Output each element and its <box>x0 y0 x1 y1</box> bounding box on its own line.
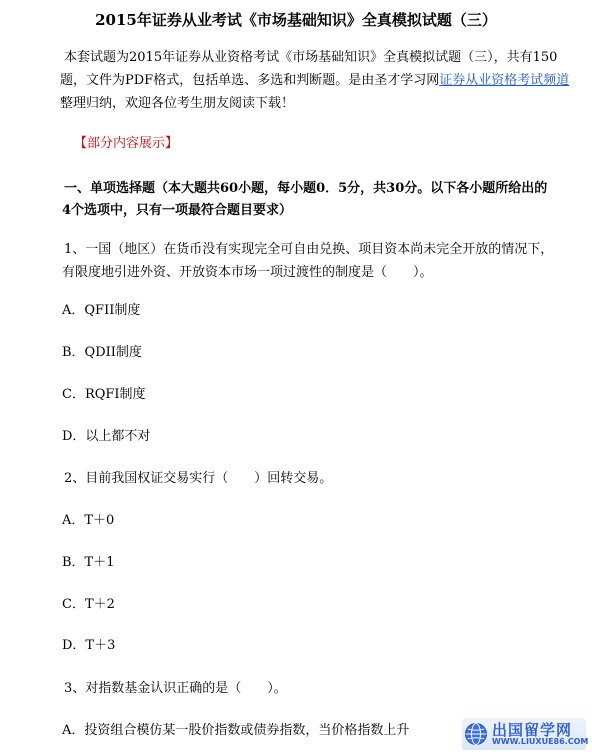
intro-line-1: 本套试题为2015年证券从业资格考试《市场基础知识》全真模拟试题（三），共有150 <box>64 50 558 65</box>
question-1-stem-line-2: 有限度地引进外资、开放资本市场一项过渡性的制度是（ ）。 <box>62 265 433 280</box>
globe-logo-icon <box>464 722 488 746</box>
site-watermark <box>462 718 589 750</box>
question-2-option-d: D．T＋3 <box>62 638 116 653</box>
question-1-stem-line-1: 1、一国（地区）在货币没有实现完全可自由兑换、项目资本尚未完全开放的情况下， <box>64 242 554 257</box>
intro-line-2 <box>60 69 582 92</box>
exam-channel-link[interactable]: 证券从业资格考试频道 <box>439 73 570 88</box>
question-1-option-d: D．以上都不对 <box>62 429 151 444</box>
watermark-text: 出国留学网 <box>492 721 573 739</box>
question-3-stem: 3、对指数基金认识正确的是（ ）。 <box>64 681 287 696</box>
intro-paragraph <box>62 46 582 115</box>
intro-line-2-text: 题，文件为PDF格式，包括单选、多选和判断题。是由圣才学习网 <box>60 73 440 88</box>
question-3-option-a: A．投资组合模仿某一股价指数或债券指数，当价格指数上升 <box>62 723 410 738</box>
section-heading <box>62 178 586 222</box>
document-title: 2015年证券从业考试《市场基础知识》全真模拟试题（三） <box>95 11 497 29</box>
question-2-option-b: B．T＋1 <box>62 555 115 570</box>
section-heading-line-1: 一、单项选择题（本大题共60小题，每小题0．5分，共30分。以下各小题所给出的 <box>64 181 548 196</box>
question-1-option-c: C．RQFI制度 <box>62 387 146 402</box>
question-1-option-b: B．QDII制度 <box>62 345 142 360</box>
question-1-option-a: A．QFII制度 <box>62 303 141 318</box>
question-2-option-a: A．T＋0 <box>62 513 115 528</box>
question-1-stem <box>62 238 582 284</box>
watermark-url: WWW.LIUXUE86.COM <box>492 737 589 746</box>
question-2-option-c: C．T＋2 <box>62 597 115 612</box>
intro-line-3: 整理归纳，欢迎各位考生朋友阅读下载！ <box>60 96 295 111</box>
preview-label: 【部分内容展示】 <box>74 136 179 151</box>
section-heading-line-2: 4个选项中，只有一项最符合题目要求） <box>62 203 293 218</box>
question-2-stem: 2、目前我国权证交易实行（ ）回转交易。 <box>64 471 333 486</box>
